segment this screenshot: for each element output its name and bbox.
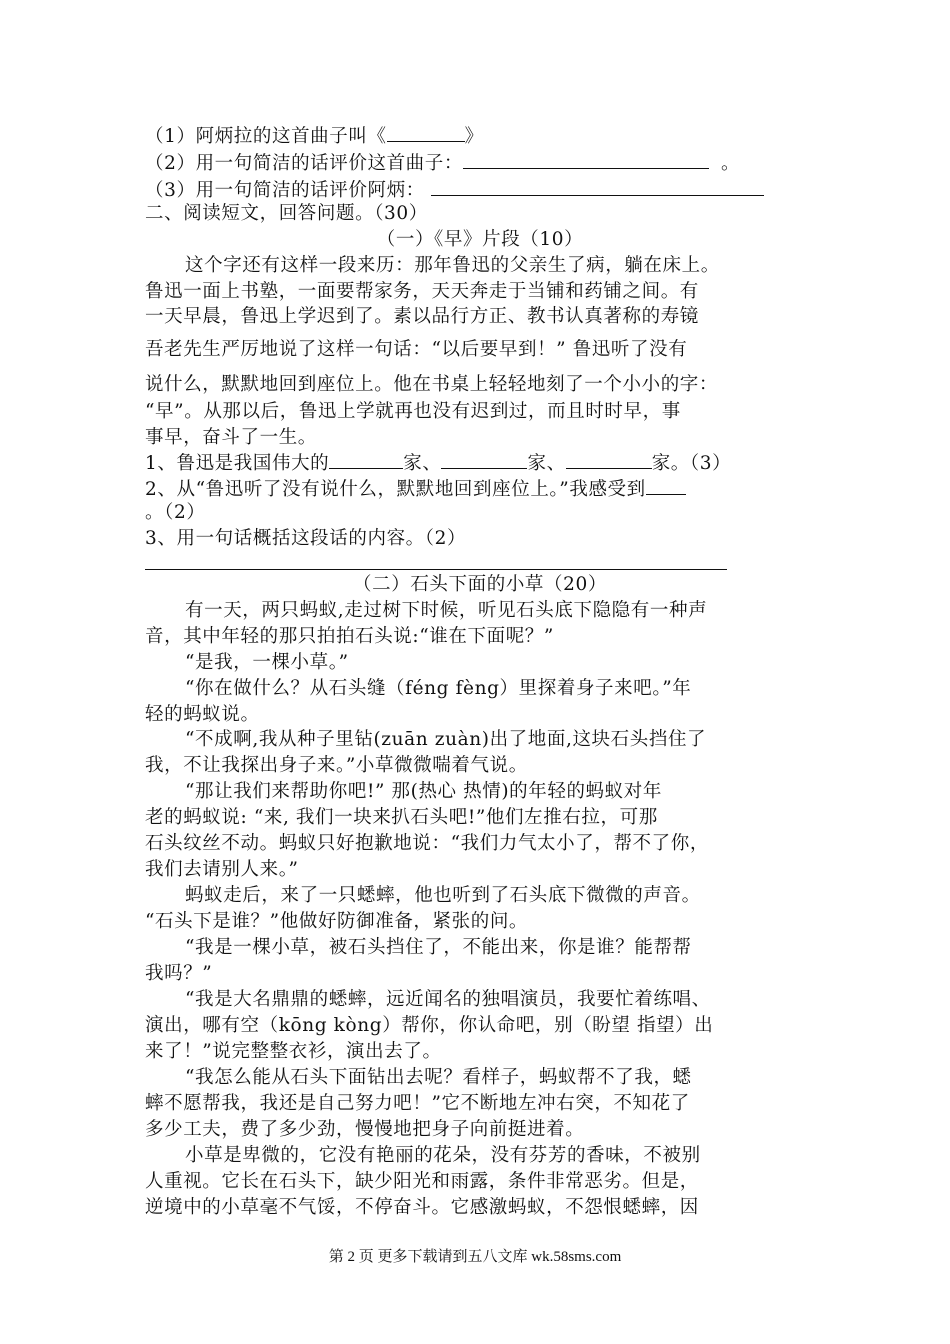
passage2-line: 蟀不愿帮我，我还是自己努力吧！”它不断地左冲右突，不知花了 — [145, 1093, 690, 1114]
passage1-line: 这个字还有这样一段来历：那年鲁迅的父亲生了病，躺在床上。 — [185, 255, 720, 276]
passage2-line: 小草是卑微的，它没有艳丽的花朵，没有芬芳的香味，不被别 — [185, 1145, 701, 1166]
passage2-line: “你在做什么？从石头缝（féng fèng）里探着身子来吧。”年 — [185, 678, 692, 699]
passage2-line: 老的蚂蚁说: “来, 我们一块来扒石头吧!”他们左推右拉，可那 — [145, 807, 658, 828]
passage1-line: “早”。从那以后，鲁迅上学就再也没有迟到过，而且时时早，事 — [145, 401, 681, 422]
passage2-line: 有一天，两只蚂蚁,走过树下时候，听见石头底下隐隐有一种声 — [185, 600, 708, 621]
answer-line[interactable] — [145, 569, 727, 570]
question-2: （2）用一句简洁的话评价这首曲子： 。 — [145, 149, 815, 177]
answer-blank[interactable] — [441, 449, 527, 469]
passage2-line: 蚂蚁走后，来了一只蟋蟀，他也听到了石头底下微微的声音。 — [185, 885, 701, 906]
passage2-line: 多少工夫，费了多少劲，慢慢地把身子向前挺进着。 — [145, 1119, 585, 1140]
passage1-line: 吾老先生严厉地说了这样一句话：“以后要早到！” 鲁迅听了没有 — [145, 339, 688, 360]
passage2-line: “石头下是谁？”他做好防御准备，紧张的问。 — [145, 911, 529, 932]
passage2-line: 石头纹丝不动。蚂蚁只好抱歉地说：“我们力气太小了，帮不了你， — [145, 833, 709, 854]
answer-blank[interactable] — [646, 475, 686, 495]
passage1-question-2: 2、从“鲁迅听了没有说什么，默默地回到座位上。”我感受到 — [145, 475, 815, 503]
passage2-line: “不成啊,我从种子里钻(zuān zuàn)出了地面,这块石头挡住了 — [185, 729, 707, 750]
passage1-question-2-cont: 。（2） — [145, 502, 206, 523]
passage2-line: “我是一棵小草，被石头挡住了，不能出来，你是谁？能帮帮 — [185, 937, 692, 958]
passage1-line: 一天早晨，鲁迅上学迟到了。素以品行方正、教书认真著称的寿镜 — [145, 306, 699, 327]
answer-blank[interactable] — [566, 449, 652, 469]
answer-blank[interactable] — [329, 449, 403, 469]
passage2-line: 人重视。它长在石头下，缺少阳光和雨露，条件非常恶劣。但是， — [145, 1171, 699, 1192]
passage1-question-3: 3、用一句话概括这段话的内容。（2） — [145, 528, 467, 549]
passage2-line: “是我，一棵小草。” — [185, 652, 349, 673]
answer-blank[interactable] — [387, 122, 465, 142]
part2-title: （二）石头下面的小草（20） — [353, 574, 607, 595]
passage2-line: 我们去请别人来。” — [145, 859, 299, 880]
passage2-line: 来了！”说完整整衣衫，演出去了。 — [145, 1041, 442, 1062]
passage1-question-1: 1、鲁迅是我国伟大的 家、 家、 家。（3） — [145, 449, 815, 477]
page-footer: 第 2 页 更多下载请到五八文库 wk.58sms.com — [328, 1249, 622, 1265]
passage1-line: 说什么，默默地回到座位上。他在书桌上轻轻地刻了一个小小的字： — [145, 374, 719, 395]
question-1: （1）阿炳拉的这首曲子叫《 》 — [145, 122, 815, 150]
passage1-line: 事早，奋斗了一生。 — [145, 427, 317, 448]
part1-title: （一）《早》片段（10） — [376, 229, 584, 250]
passage2-line: 轻的蚂蚁说。 — [145, 704, 260, 725]
passage2-line: 我吗？” — [145, 963, 213, 984]
passage2-line: 音，其中年轻的那只拍拍石头说:“谁在下面呢？” — [145, 626, 554, 647]
section-heading: 二、阅读短文，回答问题。（30） — [145, 203, 428, 224]
passage2-line: 我，不让我探出身子来。”小草微微喘着气说。 — [145, 755, 528, 776]
answer-blank[interactable] — [431, 176, 764, 196]
passage2-line: 逆境中的小草毫不气馁，不停奋斗。它感激蚂蚁，不怨恨蟋蟀，因 — [145, 1197, 699, 1218]
question-3: （3）用一句简洁的话评价阿炳： — [145, 176, 815, 204]
passage2-line: 演出，哪有空（kōng kòng）帮你，你认命吧，别（盼望 指望）出 — [145, 1015, 714, 1036]
passage2-line: “我是大名鼎鼎的蟋蟀，远近闻名的独唱演员，我要忙着练唱、 — [185, 989, 711, 1010]
passage1-line: 鲁迅一面上书塾，一面要帮家务，天天奔走于当铺和药铺之间。有 — [145, 281, 699, 302]
passage2-line: “我怎么能从石头下面钻出去呢？看样子，蚂蚁帮不了我，蟋 — [185, 1067, 692, 1088]
passage2-line: “那让我们来帮助你吧!” 那(热心 热情)的年轻的蚂蚁对年 — [185, 781, 662, 802]
answer-blank[interactable] — [463, 149, 709, 169]
